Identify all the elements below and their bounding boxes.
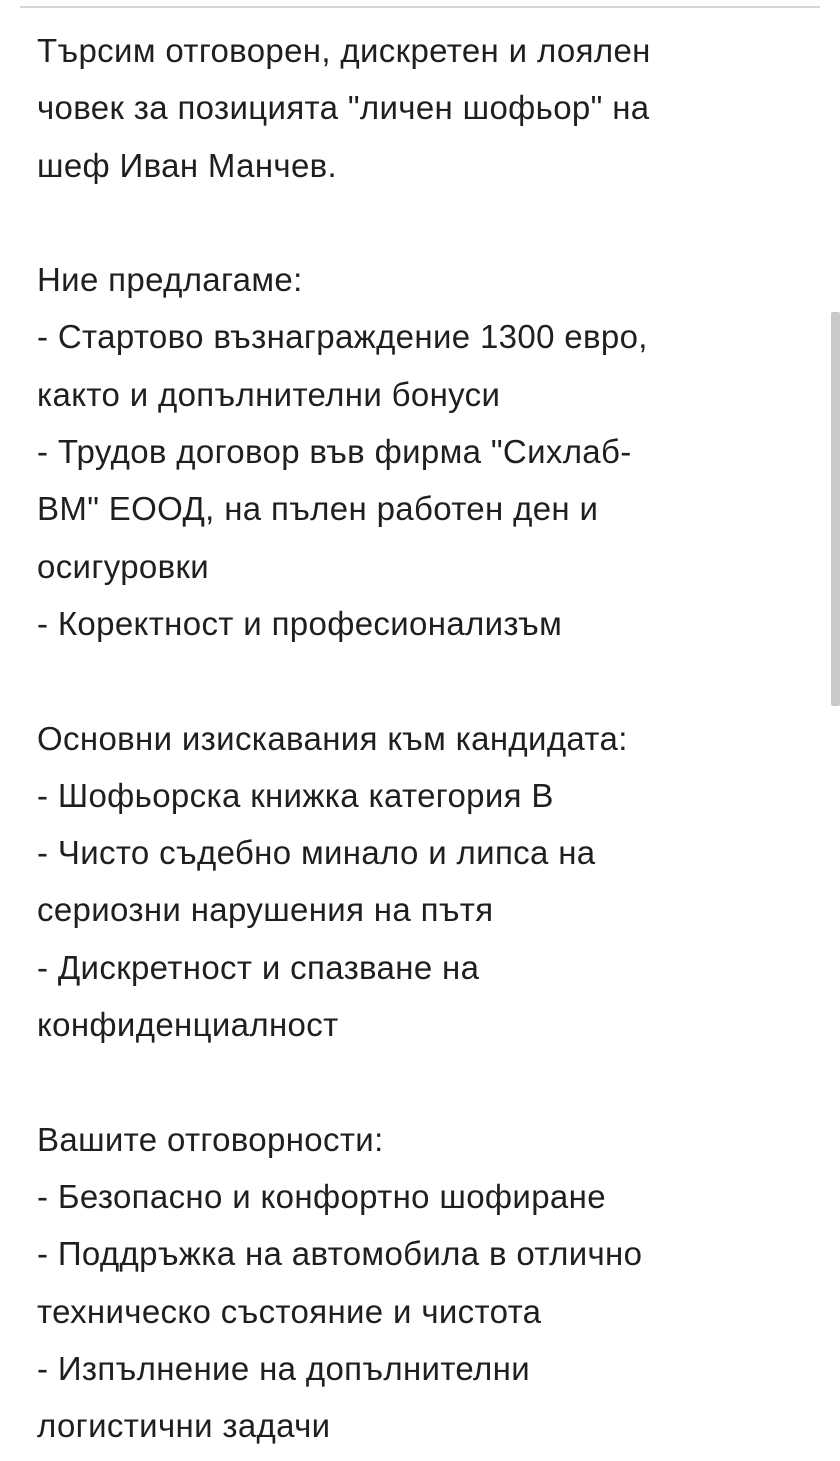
requirements-line-1: - Шофьорска книжка категория В [37,776,554,814]
offer-line-6: - Коректност и професионализъм [37,604,563,642]
offer-line-3: - Трудов договор във фирма "Сихлаб- [37,433,632,471]
blank-line [37,1053,817,1110]
blank-line [37,194,817,251]
requirements-line-2: - Чисто съдебно минало и липса на [37,834,596,872]
post-body [37,22,817,1454]
responsibilities-line-5: логистични задачи [37,1407,331,1445]
requirements-line-4: - Дискретност и спазване на [37,948,480,986]
responsibilities-line-1: - Безопасно и конфортно шофиране [37,1177,606,1215]
blank-line [37,652,817,709]
scrollbar-thumb[interactable] [831,312,840,706]
intro-line-3: шеф Иван Манчев. [37,146,338,184]
requirements-line-5: конфиденциалност [37,1006,339,1044]
intro-line-2: човек за позицията "личен шофьор" на [37,89,650,127]
requirements-line-3: сериозни нарушения на пътя [37,891,494,929]
responsibilities-line-2: - Поддръжка на автомобила в отлично [37,1235,643,1273]
offer-heading: Ние предлагаме: [37,261,303,299]
offer-line-4: ВМ" ЕООД, на пълен работен ден и [37,490,599,528]
responsibilities-line-3: техническо състояние и чистота [37,1292,542,1330]
responsibilities-line-4: - Изпълнение на допълнителни [37,1349,530,1387]
offer-line-1: - Стартово възнаграждение 1300 евро, [37,318,648,356]
offer-line-2: както и допълнителни бонуси [37,375,501,413]
responsibilities-heading: Вашите отговорности: [37,1120,384,1158]
offer-line-5: осигуровки [37,547,210,585]
intro-line-1: Търсим отговорен, дискретен и лоялен [37,32,651,69]
requirements-heading: Основни изискавания към кандидата: [37,719,628,757]
top-divider [20,6,820,8]
